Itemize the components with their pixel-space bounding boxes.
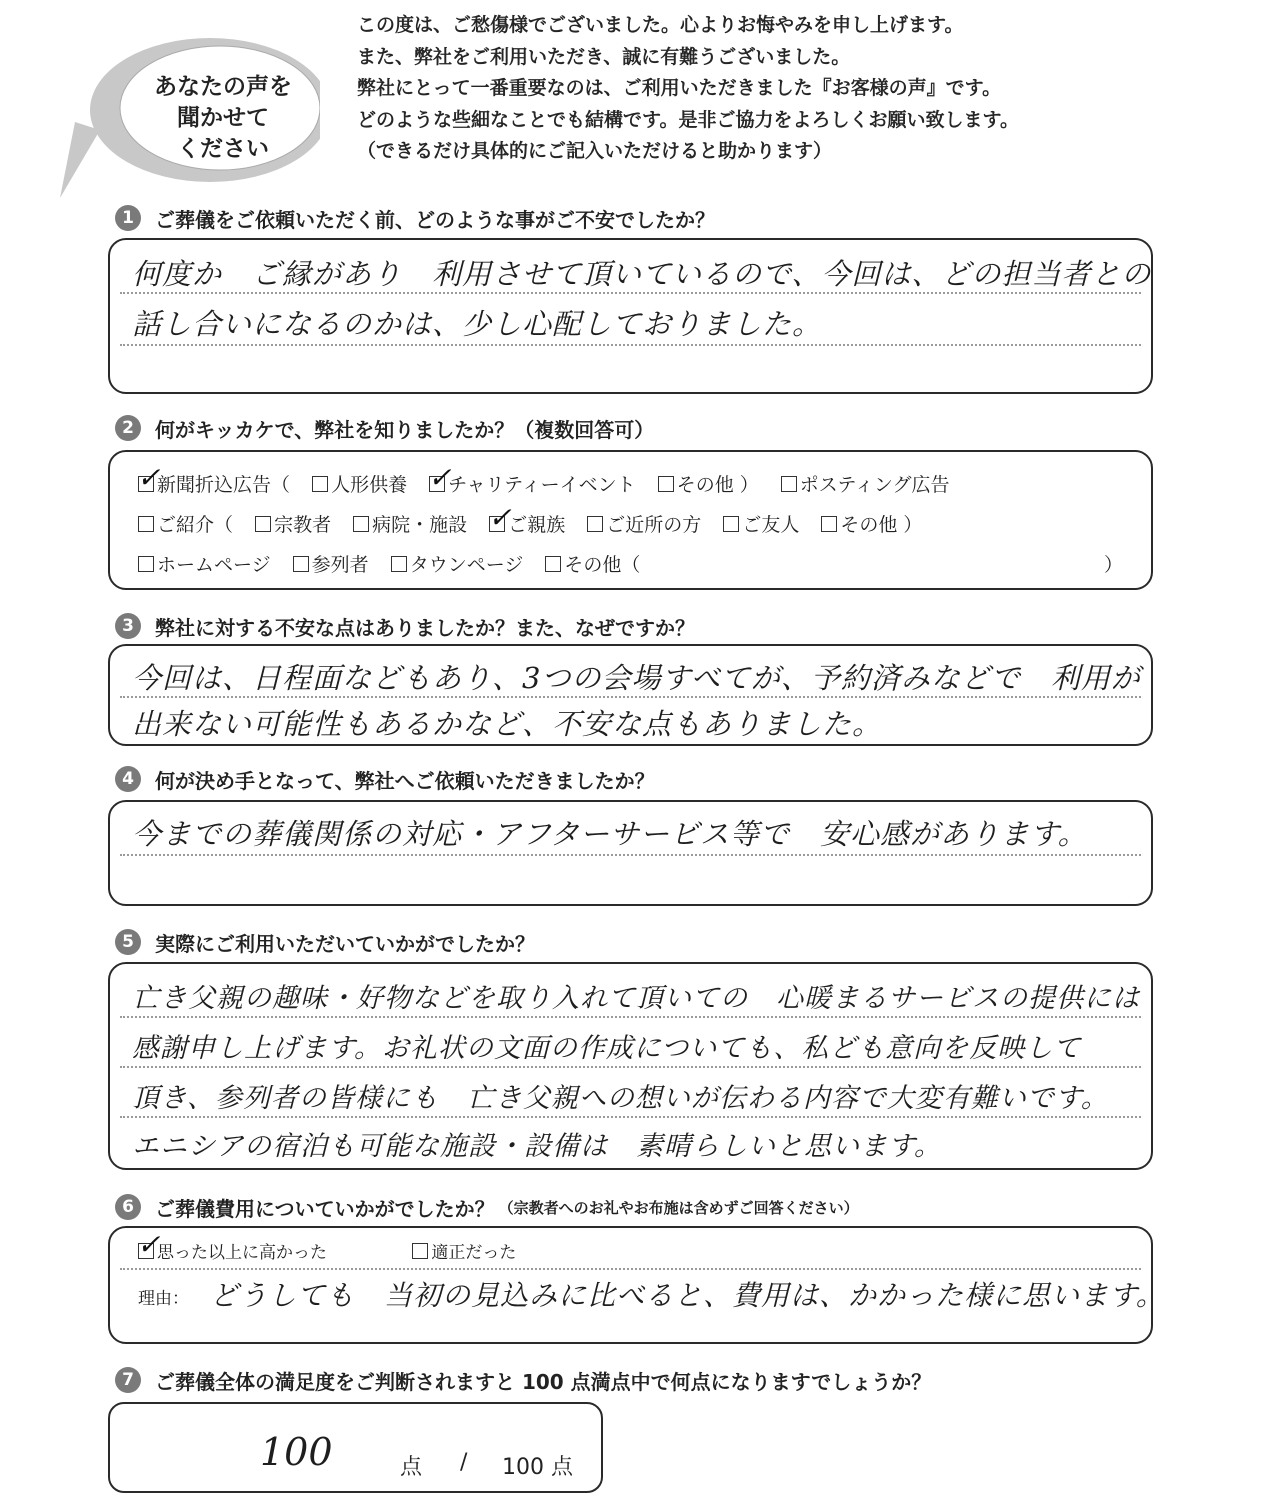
score-slash: / <box>460 1450 468 1475</box>
handwritten-line: 今までの葬儀関係の対応・アフターサービス等で 安心感があります。 <box>132 817 1088 851</box>
checkbox[interactable] <box>412 1243 428 1259</box>
question-4-heading <box>115 764 655 794</box>
question-title: ご葬儀をご依頼いただく前、どのような事がご不安でしたか？ <box>155 207 715 232</box>
checkbox[interactable] <box>658 476 674 492</box>
checkbox[interactable] <box>138 556 154 572</box>
answer-box-6 <box>108 1226 1165 1344</box>
question-title: 何が決め手となって、弊社へご依頼いただきましたか？ <box>155 768 655 793</box>
option-doll[interactable]: 人形供養 <box>312 470 407 497</box>
handwritten-line: 何度か ご縁があり 利用させて頂いているので、今回は、どの担当者との <box>132 257 1152 291</box>
bubble-line: 聞かせて <box>177 105 269 131</box>
question-3-heading <box>115 611 695 641</box>
question-number-badge: 5 <box>115 929 141 955</box>
checkbox[interactable] <box>587 516 603 532</box>
option-posting[interactable]: ポスティング広告 <box>781 470 950 497</box>
checkbox[interactable] <box>781 476 797 492</box>
intro-line: どのような些細なことでも結構です。是非ご協力をよろしくお願い致します。 <box>357 108 1019 131</box>
question-note: （宗教者へのお礼やお布施は含めずご回答ください） <box>498 1198 859 1217</box>
answer-box-2 <box>108 450 1153 590</box>
option-row <box>138 550 1123 577</box>
handwritten-line: 今回は、日程面などもあり、3つの会場すべてが、予約済みなどで 利用が <box>132 661 1141 695</box>
answer-box-3 <box>108 644 1153 746</box>
handwritten-score: 100 <box>260 1430 333 1474</box>
handwritten-line: どうしても 当初の見込みに比べると、費用は、かかった様に思います。 <box>210 1279 1165 1312</box>
check-mark: ✓ <box>137 461 161 494</box>
question-number-badge: 6 <box>115 1194 141 1220</box>
checkbox[interactable] <box>723 516 739 532</box>
option-row <box>138 501 938 537</box>
speech-bubble <box>60 30 320 200</box>
question-number-badge: 1 <box>115 205 141 231</box>
answer-box-1 <box>108 238 1153 394</box>
option-townpage[interactable]: タウンページ <box>391 550 524 577</box>
question-title: ご葬儀全体の満足度をご判断されますと 100 点満点中で何点になりますでしょうか？ <box>155 1369 932 1394</box>
checkbox[interactable] <box>137 461 161 494</box>
checkbox[interactable] <box>138 516 154 532</box>
checkbox[interactable] <box>488 501 512 534</box>
checkbox[interactable] <box>428 461 452 494</box>
option-other-1[interactable]: その他 ） <box>658 470 759 497</box>
option-fair[interactable]: 適正だった <box>412 1238 516 1263</box>
question-number-badge: 7 <box>115 1367 141 1393</box>
option-row <box>137 1228 532 1263</box>
question-2-heading <box>115 413 654 443</box>
option-homepage[interactable]: ホームページ <box>138 550 271 577</box>
intro-message <box>357 10 1257 168</box>
close-paren: ） <box>1103 554 1123 576</box>
checkbox[interactable] <box>312 476 328 492</box>
intro-line: （できるだけ具体的にご記入いただけると助かります） <box>357 140 833 162</box>
option-referral[interactable]: ご紹介（ <box>138 510 233 537</box>
option-relatives[interactable]: ✓ ご親族 <box>488 501 566 536</box>
checkbox[interactable] <box>293 556 309 572</box>
score-max: 100 点 <box>502 1455 573 1480</box>
check-mark: ✓ <box>428 461 452 494</box>
score-unit: 点 <box>400 1455 423 1480</box>
checkbox[interactable] <box>137 1228 161 1261</box>
question-title: 弊社に対する不安な点はありましたか？また、なぜですか？ <box>155 615 695 640</box>
handwritten-line: エニシアの宿泊も可能な施設・設備は 素晴らしいと思います。 <box>132 1131 942 1162</box>
option-newspaper[interactable]: ✓ 新聞折込広告（ <box>137 461 291 496</box>
question-number-badge: 3 <box>115 613 141 639</box>
check-mark: ✓ <box>137 1228 161 1261</box>
bubble-text <box>130 72 316 165</box>
option-hospital[interactable]: 病院・施設 <box>353 510 467 537</box>
option-other-2[interactable]: その他 ） <box>821 510 922 537</box>
answer-box-5 <box>108 962 1153 1170</box>
option-other-3[interactable]: その他（ <box>545 550 640 577</box>
check-mark: ✓ <box>488 501 512 534</box>
question-number-badge: 4 <box>115 766 141 792</box>
bubble-line: あなたの声を <box>154 74 292 100</box>
question-1-heading <box>115 203 715 233</box>
checkbox[interactable] <box>353 516 369 532</box>
question-6-heading <box>115 1192 859 1222</box>
intro-line: 弊社にとって一番重要なのは、ご利用いただきました『お客様の声』です。 <box>357 77 1002 99</box>
handwritten-line: 亡き父親の趣味・好物などを取り入れて頂いての 心暖まるサービスの提供には <box>132 983 1140 1014</box>
handwritten-line: 出来ない可能性もあるかなど、不安な点もありました。 <box>132 707 883 741</box>
question-5-heading <box>115 927 535 957</box>
option-religious[interactable]: 宗教者 <box>255 510 331 537</box>
handwritten-line: 話し合いになるのかは、少し心配しておりました。 <box>132 307 823 341</box>
bubble-line: ください <box>177 136 269 162</box>
checkbox[interactable] <box>545 556 561 572</box>
checkbox[interactable] <box>821 516 837 532</box>
handwritten-line: 頂き、参列者の皆様にも 亡き父親への想いが伝わる内容で大変有難いです。 <box>132 1083 1109 1114</box>
question-7-heading <box>115 1365 931 1395</box>
reason-label: 理由： <box>138 1289 189 1309</box>
question-title: ご葬儀費用についていかがでしたか？ <box>155 1196 495 1221</box>
option-attendee[interactable]: 参列者 <box>293 550 369 577</box>
answer-box-4 <box>108 800 1153 906</box>
checkbox[interactable] <box>391 556 407 572</box>
option-neighbor[interactable]: ご近所の方 <box>587 510 701 537</box>
question-title: 何がキッカケで、弊社を知りましたか？（複数回答可） <box>155 417 655 442</box>
option-expensive[interactable]: ✓ 思った以上に高かった <box>137 1228 327 1263</box>
option-friend[interactable]: ご友人 <box>723 510 799 537</box>
option-row <box>137 461 966 497</box>
option-charity[interactable]: ✓ チャリティーイベント <box>428 461 636 496</box>
intro-line: この度は、ご愁傷様でございました。心よりお悔やみを申し上げます。 <box>357 14 964 36</box>
handwritten-line: 感謝申し上げます。お礼状の文面の作成についても、私ども意向を反映して <box>132 1033 1082 1064</box>
question-number-badge: 2 <box>115 415 141 441</box>
checkbox[interactable] <box>255 516 271 532</box>
question-title: 実際にご利用いただいていかがでしたか？ <box>155 931 535 956</box>
score-box <box>108 1402 603 1493</box>
intro-line: また、弊社をご利用いただき、誠に有難うございました。 <box>357 45 851 68</box>
